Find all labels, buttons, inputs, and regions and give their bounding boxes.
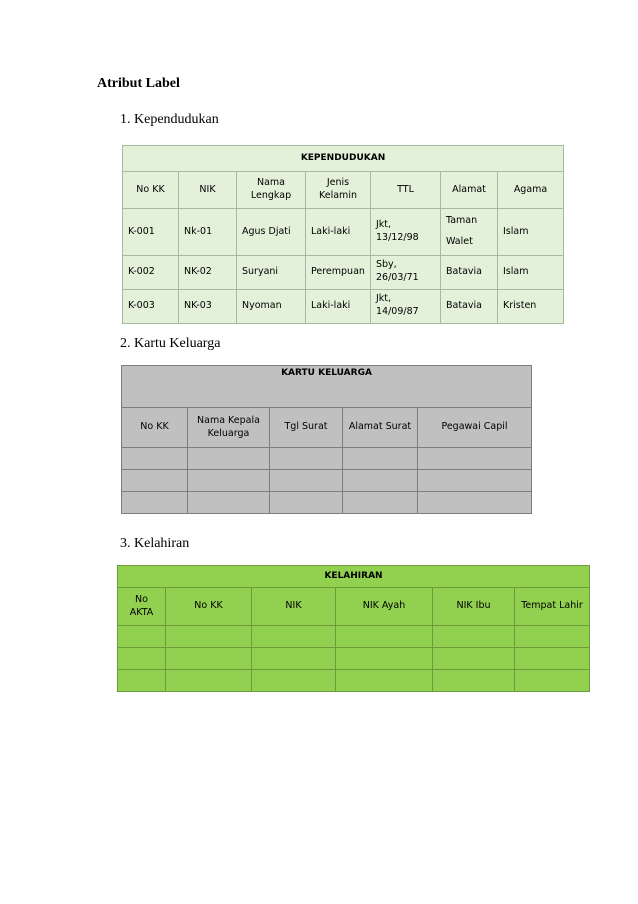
column-header: TTL [371,172,441,209]
column-header: Jenis Kelamin [306,172,371,209]
table-cell: Islam [498,255,564,289]
table-cell: Batavia [441,255,498,289]
table-cell: Islam [498,209,564,256]
table-cell: Agus Djati [237,209,306,256]
table-cell: Perempuan [306,255,371,289]
table-kelahiran [117,565,590,692]
table-cell: Nyoman [237,289,306,323]
column-header: NIK [179,172,237,209]
table-row [123,255,564,289]
table-cell: K-002 [123,255,179,289]
column-header: Alamat [441,172,498,209]
table-cell: K-003 [123,289,179,323]
column-header: No AKTA [118,588,166,626]
table-row [123,209,564,256]
table-cell: Laki-laki [306,209,371,256]
table-cell: NK-03 [179,289,237,323]
column-header: Tempat Lahir [515,588,590,626]
column-header: Nama Lengkap [237,172,306,209]
column-header: No KK [122,408,188,448]
table-cell: Sby, 26/03/71 [371,255,441,289]
table-cell: Kristen [498,289,564,323]
column-header: Agama [498,172,564,209]
table-cell: Laki-laki [306,289,371,323]
section-title-kartu-keluarga: 2. Kartu Keluarga [120,336,221,351]
table-kartu-keluarga [121,365,532,514]
column-header: NIK Ibu [433,588,515,626]
column-header: NIK [252,588,336,626]
table-title: KEPENDUDUKAN [123,146,564,172]
column-header: No KK [166,588,252,626]
column-header: NIK Ayah [336,588,433,626]
table-cell: Nk-01 [179,209,237,256]
table-cell: Batavia [441,289,498,323]
column-header: Alamat Surat [343,408,418,448]
table-row [122,448,532,470]
table-cell: Taman Walet [441,209,498,256]
table-cell: NK-02 [179,255,237,289]
table-row [122,492,532,514]
table-title: KARTU KELUARGA [122,366,532,408]
table-row [118,670,590,692]
column-header: Pegawai Capil [418,408,532,448]
section-title-kelahiran: 3. Kelahiran [120,536,190,551]
table-row [118,626,590,648]
column-header: No KK [123,172,179,209]
table-row [118,648,590,670]
page-heading: Atribut Label [97,76,180,91]
table-title: KELAHIRAN [118,566,590,588]
table-cell: K-001 [123,209,179,256]
table-row [122,470,532,492]
column-header: Tgl Surat [270,408,343,448]
table-cell: Jkt, 14/09/87 [371,289,441,323]
table-cell: Jkt, 13/12/98 [371,209,441,256]
table-row [123,289,564,323]
table-kependudukan [122,145,564,324]
table-cell: Suryani [237,255,306,289]
section-title-kependudukan: 1. Kependudukan [120,112,219,127]
column-header: Nama Kepala Keluarga [188,408,270,448]
